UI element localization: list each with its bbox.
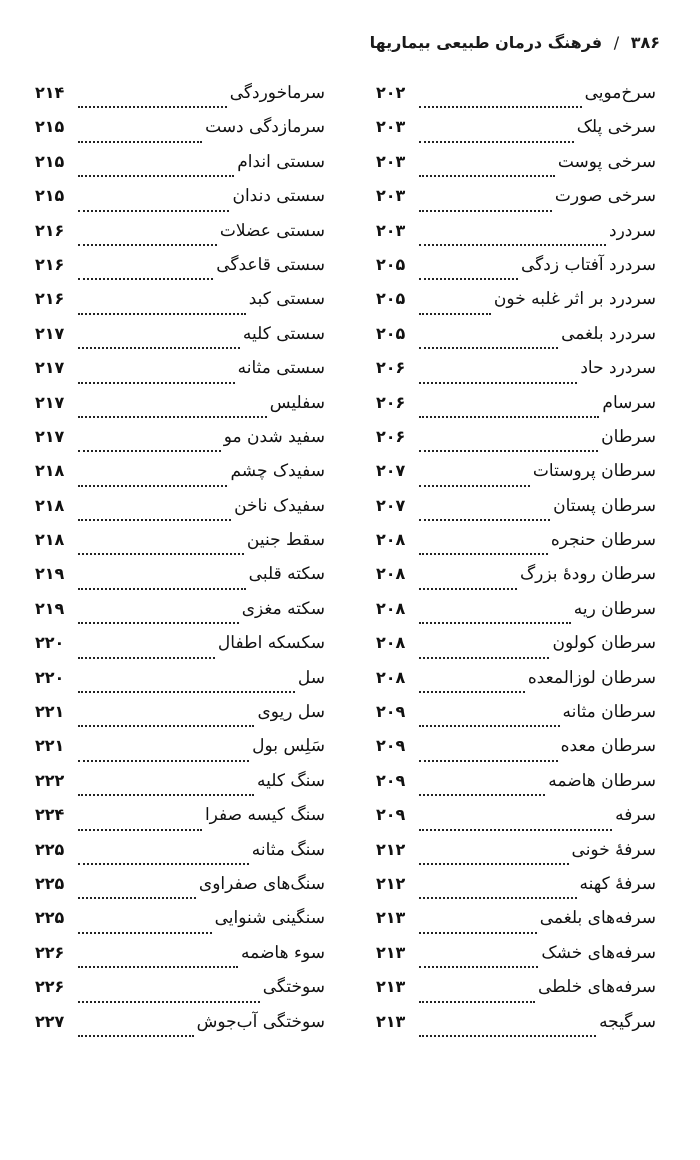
index-term: سرماخوردگی bbox=[229, 83, 325, 103]
index-page-number: ۲۱۲ bbox=[376, 839, 406, 859]
index-term: سرطان رودهٔ بزرگ bbox=[519, 564, 656, 585]
dot-leader bbox=[419, 175, 555, 177]
index-page-number: ۲۰۹ bbox=[376, 702, 406, 722]
dot-leader bbox=[78, 210, 229, 212]
index-entry bbox=[376, 840, 656, 874]
dot-leader bbox=[78, 106, 227, 108]
index-term: سرفهٔ کهنه bbox=[579, 873, 656, 894]
index-entry bbox=[376, 221, 656, 255]
index-term: سرطان پستان bbox=[553, 495, 656, 516]
index-page-number: ۲۱۷ bbox=[35, 426, 65, 446]
index-entry bbox=[35, 393, 325, 427]
index-entry bbox=[376, 564, 656, 598]
dot-leader bbox=[78, 897, 196, 899]
dot-leader bbox=[78, 244, 217, 246]
index-page-number: ۲۱۴ bbox=[35, 83, 65, 102]
index-entry bbox=[35, 289, 325, 323]
index-entry bbox=[376, 427, 656, 461]
index-term: سستی مثانه bbox=[237, 358, 325, 379]
dot-leader bbox=[419, 794, 545, 796]
index-term: سنگ مثانه bbox=[251, 839, 325, 860]
dot-leader bbox=[78, 416, 267, 418]
dot-leader bbox=[419, 1001, 535, 1003]
index-page-number: ۲۲۲ bbox=[35, 770, 65, 790]
index-page-number: ۲۰۹ bbox=[376, 805, 406, 825]
index-term: سرخ‌مویی bbox=[584, 83, 656, 103]
index-column-right bbox=[376, 83, 656, 1046]
index-entry bbox=[35, 943, 325, 977]
dot-leader bbox=[78, 760, 249, 762]
index-page-number: ۲۰۳ bbox=[376, 117, 406, 137]
index-term: سردرد bbox=[609, 220, 656, 241]
dot-leader bbox=[78, 519, 231, 521]
index-page-number: ۲۲۵ bbox=[35, 873, 65, 893]
index-term: سرطان پروستات bbox=[532, 461, 656, 482]
index-page-number: ۲۱۳ bbox=[376, 977, 406, 997]
dot-leader bbox=[419, 657, 549, 659]
index-entry bbox=[376, 943, 656, 977]
dot-leader bbox=[419, 485, 530, 487]
index-term: سرفه bbox=[615, 805, 656, 826]
index-page-number: ۲۱۹ bbox=[35, 598, 65, 618]
index-page-number: ۲۰۵ bbox=[376, 289, 406, 309]
index-term: سفیدک چشم bbox=[230, 461, 325, 482]
index-entry bbox=[35, 496, 325, 530]
index-entry bbox=[35, 255, 325, 289]
index-page-number: ۲۰۵ bbox=[376, 254, 406, 274]
dot-leader bbox=[78, 725, 254, 727]
index-term: سرطان لوزالمعده bbox=[527, 667, 656, 688]
index-page-number: ۲۲۶ bbox=[35, 977, 65, 997]
index-entry bbox=[376, 908, 656, 942]
index-term: سقط جنین bbox=[246, 530, 325, 551]
index-term: سردرد بلغمی bbox=[561, 323, 656, 344]
index-page-number: ۲۰۶ bbox=[376, 426, 406, 446]
index-term: سکسکه اطفال bbox=[217, 633, 325, 654]
index-entry bbox=[376, 117, 656, 151]
dot-leader bbox=[78, 691, 295, 693]
index-term: سنگ کیسه صفرا bbox=[204, 805, 325, 826]
index-entry bbox=[35, 530, 325, 564]
index-page-number: ۲۰۹ bbox=[376, 736, 406, 756]
index-entry bbox=[376, 152, 656, 186]
index-page-number: ۲۰۹ bbox=[376, 770, 406, 790]
index-term: سَلِس بول bbox=[252, 736, 325, 757]
index-entry bbox=[35, 186, 325, 220]
dot-leader bbox=[78, 588, 246, 590]
index-term: سفلیس bbox=[269, 392, 325, 413]
index-entry bbox=[35, 324, 325, 358]
index-entry bbox=[35, 840, 325, 874]
index-term: سردرد حاد bbox=[580, 358, 656, 379]
index-term: سردرد بر اثر غلبه خون bbox=[493, 289, 656, 310]
dot-leader bbox=[419, 1035, 596, 1037]
index-page-number: ۲۱۶ bbox=[35, 289, 65, 309]
index-term: سرمازدگی دست bbox=[205, 117, 325, 138]
index-entry bbox=[35, 358, 325, 392]
index-entry bbox=[376, 805, 656, 839]
index-page-number: ۲۱۵ bbox=[35, 186, 65, 206]
index-entry bbox=[35, 152, 325, 186]
index-entry bbox=[35, 771, 325, 805]
index-page-number: ۲۱۷ bbox=[35, 323, 65, 343]
index-page-number: ۲۲۴ bbox=[35, 805, 65, 825]
index-term: سفید شدن مو bbox=[223, 426, 325, 447]
dot-leader bbox=[78, 1035, 194, 1037]
index-term: سرفه‌های خلطی bbox=[538, 977, 656, 998]
index-entry bbox=[35, 977, 325, 1011]
index-term: سرطان هاضمه bbox=[548, 770, 656, 791]
index-term: سرطان مثانه bbox=[562, 702, 656, 723]
index-term: سنگ کلیه bbox=[257, 770, 325, 791]
index-term: سوء هاضمه bbox=[241, 942, 325, 963]
index-entry bbox=[376, 461, 656, 495]
index-term: سستی دندان bbox=[232, 186, 325, 207]
index-term: سردرد آفتاب زدگی bbox=[521, 254, 656, 275]
index-term: سرطان کولون bbox=[552, 633, 656, 654]
index-page-number: ۲۰۳ bbox=[376, 220, 406, 240]
index-page-number: ۲۱۶ bbox=[35, 220, 65, 240]
index-entry bbox=[376, 771, 656, 805]
dot-leader bbox=[419, 519, 550, 521]
index-entry bbox=[376, 358, 656, 392]
dot-leader bbox=[419, 588, 517, 590]
dot-leader bbox=[78, 175, 234, 177]
index-entry bbox=[35, 633, 325, 667]
dot-leader bbox=[78, 347, 240, 349]
index-entry bbox=[35, 83, 325, 117]
index-entry bbox=[376, 874, 656, 908]
index-entry bbox=[35, 805, 325, 839]
index-term: سستی اندام bbox=[237, 151, 325, 172]
index-entry bbox=[35, 221, 325, 255]
index-term: سوختگی bbox=[262, 977, 325, 998]
index-term: سستی قاعدگی bbox=[216, 254, 325, 275]
book-title: فرهنگ درمان طبیعی بیماریها bbox=[369, 33, 603, 52]
index-entry bbox=[376, 633, 656, 667]
dot-leader bbox=[78, 657, 215, 659]
dot-leader bbox=[419, 553, 548, 555]
index-page-number: ۲۱۸ bbox=[35, 495, 65, 515]
index-entry bbox=[376, 736, 656, 770]
index-page-number: ۲۲۶ bbox=[35, 942, 65, 962]
index-page-number: ۲۲۰ bbox=[35, 667, 65, 687]
index-entry bbox=[35, 874, 325, 908]
dot-leader bbox=[419, 863, 569, 865]
index-page-number: ۲۱۸ bbox=[35, 461, 65, 481]
dot-leader bbox=[419, 244, 606, 246]
index-entry bbox=[35, 668, 325, 702]
dot-leader bbox=[419, 313, 491, 315]
index-term: سرفه‌های بلغمی bbox=[539, 908, 656, 929]
index-entry bbox=[376, 496, 656, 530]
dot-leader bbox=[419, 622, 571, 624]
dot-leader bbox=[78, 794, 254, 796]
index-term: سرسام bbox=[602, 392, 656, 413]
index-term: سستی عضلات bbox=[219, 220, 325, 241]
dot-leader bbox=[419, 141, 574, 143]
index-term: سستی کلیه bbox=[242, 323, 325, 344]
dot-leader bbox=[419, 450, 598, 452]
dot-leader bbox=[78, 966, 238, 968]
index-page-number: ۲۰۵ bbox=[376, 323, 406, 343]
index-term: سرخی پوست bbox=[557, 151, 656, 172]
index-page-number: ۲۱۳ bbox=[376, 908, 406, 928]
index-page-number: ۲۲۱ bbox=[35, 702, 65, 722]
dot-leader bbox=[419, 725, 560, 727]
index-entry bbox=[376, 289, 656, 323]
dot-leader bbox=[419, 897, 577, 899]
index-term: سفیدک ناخن bbox=[234, 495, 325, 516]
index-term: سرطان ریه bbox=[573, 598, 656, 619]
index-page-number: ۲۰۸ bbox=[376, 667, 406, 687]
dot-leader bbox=[419, 106, 582, 108]
index-entry bbox=[376, 83, 656, 117]
index-page-number: ۲۲۰ bbox=[35, 633, 65, 653]
index-page-number: ۲۱۳ bbox=[376, 942, 406, 962]
index-page-number: ۲۰۷ bbox=[376, 495, 406, 515]
index-entry bbox=[376, 530, 656, 564]
index-entry bbox=[376, 186, 656, 220]
dot-leader bbox=[419, 966, 538, 968]
index-entry bbox=[376, 977, 656, 1011]
index-entry bbox=[376, 255, 656, 289]
index-page-number: ۲۰۸ bbox=[376, 564, 406, 584]
index-term: سل ریوی bbox=[257, 702, 325, 723]
dot-leader bbox=[78, 1001, 260, 1003]
index-entry bbox=[376, 668, 656, 702]
dot-leader bbox=[419, 760, 558, 762]
index-page-number: ۲۰۲ bbox=[376, 83, 406, 102]
index-entry bbox=[376, 393, 656, 427]
index-entry bbox=[35, 564, 325, 598]
index-term: سستی کبد bbox=[248, 289, 325, 310]
index-column-left bbox=[35, 83, 325, 1046]
index-term: سرفه‌های خشک bbox=[541, 942, 656, 963]
dot-leader bbox=[78, 863, 249, 865]
index-page-number: ۲۰۸ bbox=[376, 633, 406, 653]
dot-leader bbox=[419, 691, 525, 693]
index-page-number: ۲۰۳ bbox=[376, 151, 406, 171]
index-page-number: ۲۰۳ bbox=[376, 186, 406, 206]
index-term: سنگ‌های صفراوی bbox=[198, 873, 325, 894]
index-page-number: ۲۱۸ bbox=[35, 530, 65, 550]
index-entry bbox=[35, 908, 325, 942]
index-term: سرخی صورت bbox=[554, 186, 656, 207]
index-page-number: ۲۰۷ bbox=[376, 461, 406, 481]
dot-leader bbox=[419, 932, 537, 934]
dot-leader bbox=[419, 829, 612, 831]
index-page-number: ۲۱۵ bbox=[35, 151, 65, 171]
dot-leader bbox=[419, 382, 577, 384]
index-term: سرطان bbox=[601, 426, 656, 447]
index-entry bbox=[35, 599, 325, 633]
dot-leader bbox=[78, 278, 213, 280]
index-page-number: ۲۰۶ bbox=[376, 392, 406, 412]
dot-leader bbox=[419, 347, 558, 349]
running-header bbox=[370, 33, 660, 52]
dot-leader bbox=[419, 416, 599, 418]
index-entry bbox=[376, 324, 656, 358]
index-page-number: ۲۰۸ bbox=[376, 530, 406, 550]
index-page-number: ۲۱۶ bbox=[35, 254, 65, 274]
index-entry bbox=[35, 461, 325, 495]
index-entry bbox=[35, 702, 325, 736]
dot-leader bbox=[78, 829, 202, 831]
dot-leader bbox=[419, 210, 552, 212]
dot-leader bbox=[78, 485, 227, 487]
index-page-number: ۲۲۷ bbox=[35, 1011, 65, 1031]
index-term: سرفهٔ خونی bbox=[571, 839, 656, 860]
dot-leader bbox=[78, 382, 235, 384]
dot-leader bbox=[78, 622, 239, 624]
index-term: سرخی پلک bbox=[576, 117, 656, 138]
dot-leader bbox=[78, 553, 244, 555]
index-term: سرطان معده bbox=[560, 736, 656, 757]
index-page-number: ۲۱۷ bbox=[35, 392, 65, 412]
dot-leader bbox=[78, 313, 246, 315]
index-term: سوختگی آب‌جوش bbox=[196, 1011, 325, 1032]
index-entry bbox=[376, 599, 656, 633]
dot-leader bbox=[78, 141, 202, 143]
index-term: سکته مغزی bbox=[241, 598, 325, 619]
index-term: سکته قلبی bbox=[248, 564, 325, 585]
index-page-number: ۲۲۱ bbox=[35, 736, 65, 756]
index-entry bbox=[35, 427, 325, 461]
page-number: ۳۸۶ bbox=[630, 33, 660, 52]
index-page-number: ۲۰۸ bbox=[376, 598, 406, 618]
index-term: سرطان حنجره bbox=[550, 530, 656, 551]
index-entry bbox=[35, 1012, 325, 1046]
index-page-number: ۲۱۲ bbox=[376, 873, 406, 893]
index-page-number: ۲۲۵ bbox=[35, 908, 65, 928]
index-entry bbox=[35, 736, 325, 770]
header-separator: / bbox=[613, 33, 620, 52]
dot-leader bbox=[78, 932, 212, 934]
index-page-number: ۲۱۷ bbox=[35, 358, 65, 378]
index-page-number: ۲۱۹ bbox=[35, 564, 65, 584]
index-page-number: ۲۰۶ bbox=[376, 358, 406, 378]
dot-leader bbox=[419, 278, 518, 280]
index-entry bbox=[35, 117, 325, 151]
dot-leader bbox=[78, 450, 221, 452]
index-term: سل bbox=[297, 667, 325, 688]
index-page-number: ۲۱۵ bbox=[35, 117, 65, 137]
index-entry bbox=[376, 702, 656, 736]
index-term: سرگیجه bbox=[599, 1011, 656, 1032]
index-page-number: ۲۱۳ bbox=[376, 1011, 406, 1031]
index-entry bbox=[376, 1012, 656, 1046]
index-term: سنگینی شنوایی bbox=[214, 908, 325, 929]
index-page-number: ۲۲۵ bbox=[35, 839, 65, 859]
